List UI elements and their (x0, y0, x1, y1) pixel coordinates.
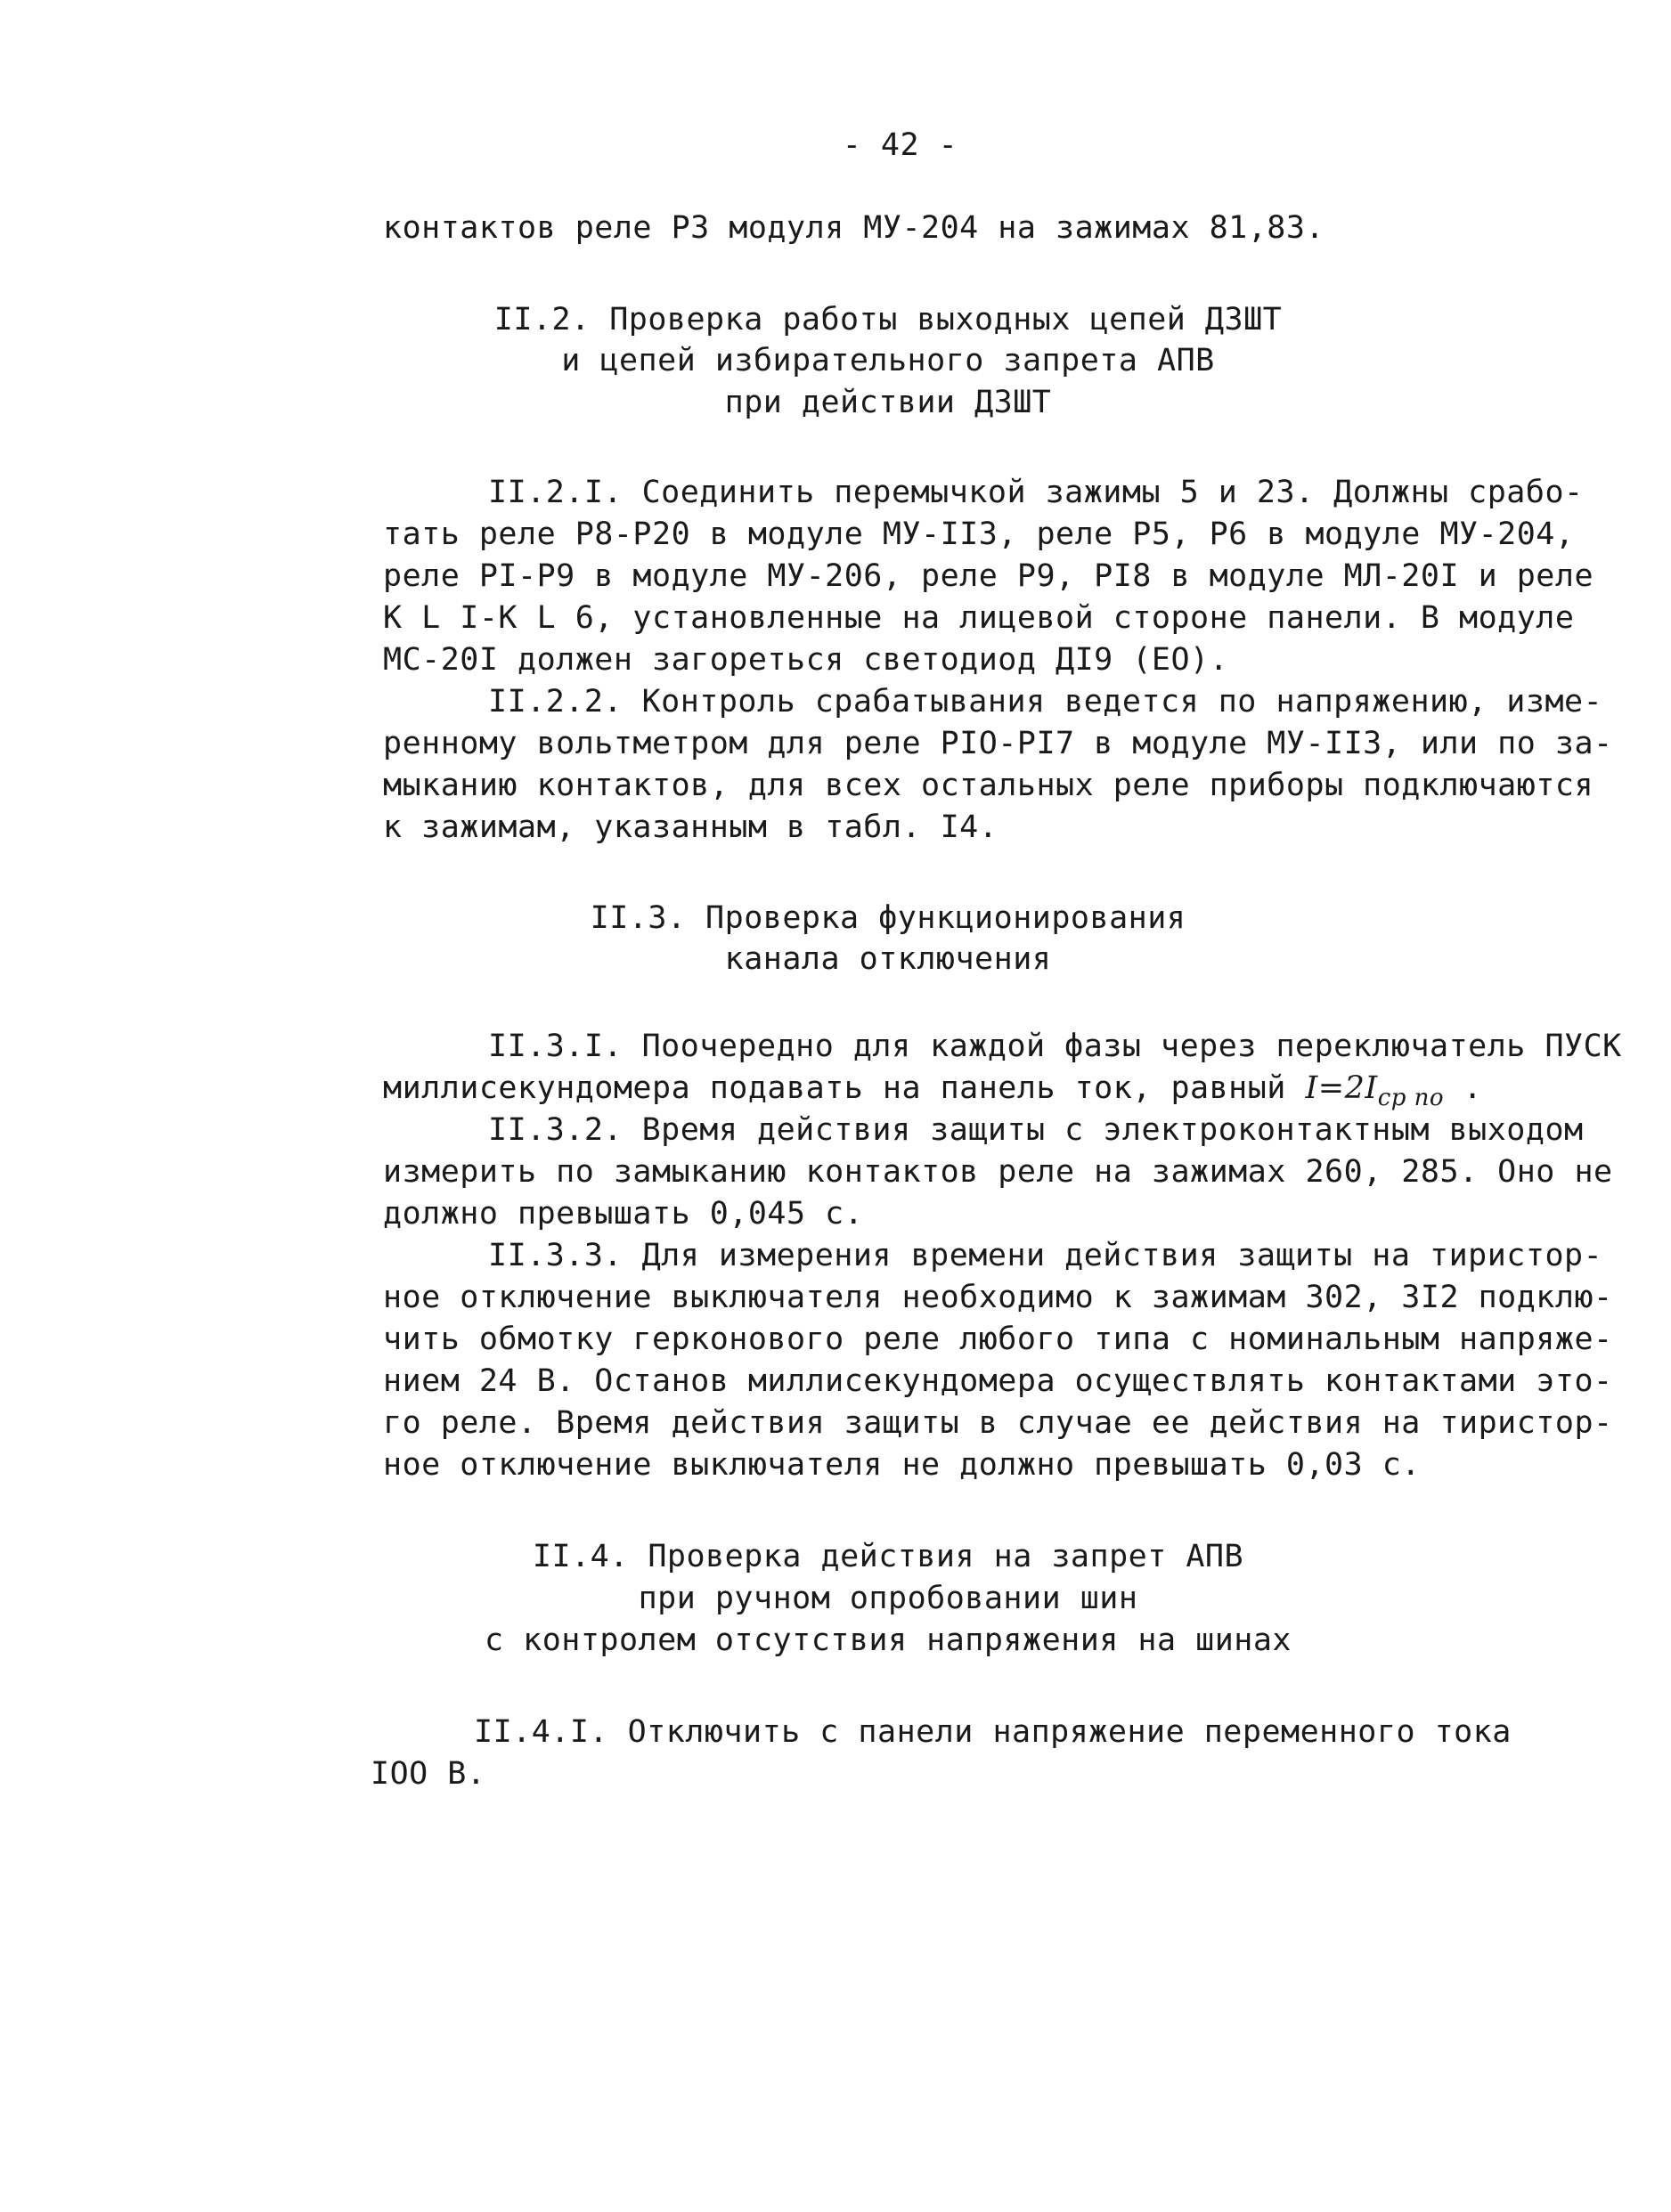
para-11-3-2-line-3: должно превышать 0,045 с. (383, 1196, 864, 1232)
para-11-3-1-line-2-text: миллисекундомера подавать на панель ток, равный (383, 1070, 1306, 1106)
para-11-4-1-line-1: II.4.I. Отключить с панели напряжение переменного тока (474, 1714, 1512, 1750)
section-heading-11-4-line-3: с контролем отсутствия напряжения на шинах (484, 1622, 1292, 1658)
para-11-2-1-line-4: К L I-К L 6, установленные на лицевой стороне панели. В модуле (383, 600, 1575, 636)
section-heading-11-3-line-1: II.3. Проверка функционирования (590, 900, 1186, 936)
section-heading-11-4-line-2: при ручном опробовании шин (638, 1581, 1138, 1616)
para-11-3-3-line-6: ное отключение выключателя не должно превышать 0,03 с. (383, 1447, 1421, 1483)
section-heading-11-4-line-1: II.4. Проверка действия на запрет АПВ (532, 1539, 1244, 1574)
formula-end: . (1444, 1070, 1483, 1106)
para-11-3-1-line-1: II.3.I. Поочередно для каждой фазы через переключатель ПУСК (488, 1029, 1622, 1064)
para-11-2-2-line-4: к зажимам, указанным в табл. I4. (383, 809, 999, 845)
section-heading-11-3-line-2: канала отключения (724, 941, 1052, 977)
section-heading-11-2-line-2: и цепей избирательного запрета АПВ (561, 343, 1215, 378)
para-11-2-2-line-2: ренному вольтметром для реле РIО-РI7 в модуле МУ-II3, или по за- (383, 726, 1613, 761)
para-11-4-1-line-2: IОО В. (371, 1756, 486, 1792)
para-11-2-1-line-5: МС-20I должен загореться светодиод ДI9 (ЕО). (383, 642, 1229, 678)
para-11-3-3-line-2: ное отключение выключателя необходимо к зажимам 302, 3I2 подклю- (383, 1280, 1613, 1315)
para-11-2-1-line-2: тать реле Р8-Р20 в модуле МУ-II3, реле Р5, Р6 в модуле МУ-204, (383, 516, 1575, 552)
current-formula (1305, 1070, 1445, 1111)
para-11-2-1-line-1: II.2.I. Соединить перемычкой зажимы 5 и 23. Должны срабо- (488, 475, 1584, 510)
formula-main: I=2I (1305, 1070, 1378, 1106)
para-11-3-3-line-1: II.3.3. Для измерения времени действия защиты на тиристор- (488, 1238, 1603, 1273)
para-11-2-1-line-3: реле РI-Р9 в модуле МУ-206, реле Р9, РI8 в модуле МЛ-20I и реле (383, 558, 1594, 594)
para-11-3-3-line-3: чить обмотку герконового реле любого типа с номинальным напряже- (383, 1322, 1613, 1357)
para-11-2-2-line-3: мыканию контактов, для всех остальных реле приборы подключаются (383, 768, 1594, 803)
para-11-2-2-line-1: II.2.2. Контроль срабатывания ведется по напряжению, изме- (488, 684, 1603, 720)
formula-subscript: ср по (1377, 1085, 1445, 1111)
page-number: - 42 - (842, 127, 958, 163)
section-heading-11-2-line-1: II.2. Проверка работы выходных цепей ДЗШТ (493, 302, 1283, 337)
intro-line: контактов реле Р3 модуля МУ-204 на зажимах 81,83. (383, 210, 1325, 246)
para-11-3-3-line-4: нием 24 В. Останов миллисекундомера осуществлять контактами это- (383, 1363, 1613, 1399)
section-heading-11-2-line-3: при действии ДЗШТ (724, 385, 1052, 420)
para-11-3-3-line-5: го реле. Время действия защиты в случае ее действия на тиристор- (383, 1405, 1613, 1441)
para-11-3-2-line-1: II.3.2. Время действия защиты с электроконтактным выходом (488, 1112, 1584, 1148)
para-11-3-2-line-2: измерить по замыканию контактов реле на зажимах 260, 285. Оно не (383, 1154, 1613, 1190)
